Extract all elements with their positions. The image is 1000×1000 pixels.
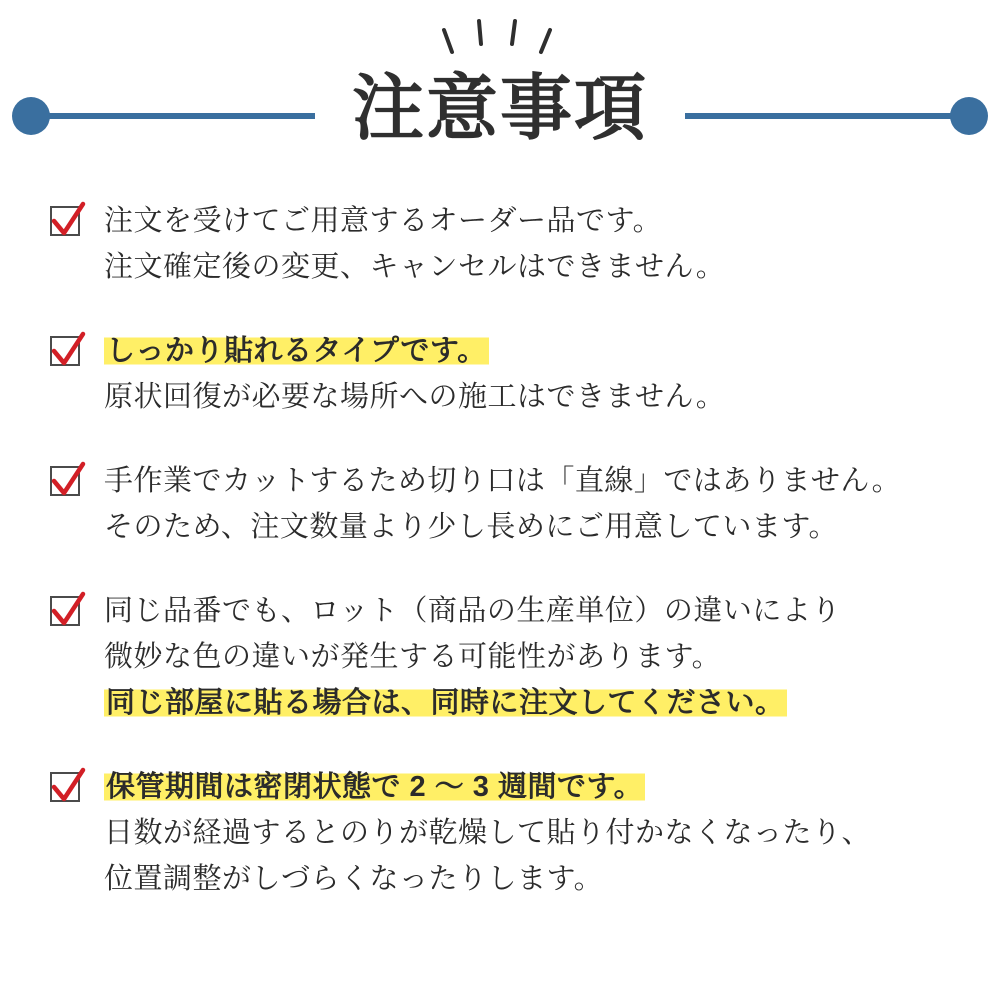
checkbox-check-icon bbox=[48, 768, 86, 806]
highlighted-text: 同じ部屋に貼る場合は、同時に注文してください。 bbox=[106, 687, 785, 719]
list-item bbox=[48, 328, 960, 420]
list-item bbox=[48, 198, 960, 290]
highlighted-text: しっかり貼れるタイプです。 bbox=[106, 335, 487, 367]
list-item-line: そのため、注文数量より少し長めにご用意しています。 bbox=[104, 511, 839, 543]
list-item-line bbox=[104, 764, 960, 810]
list-item-text bbox=[104, 458, 960, 550]
list-item-line: 微妙な色の違いが発生する可能性があります。 bbox=[104, 641, 722, 673]
list-item-text bbox=[104, 198, 960, 290]
checkbox-check-icon bbox=[48, 462, 86, 500]
list-item bbox=[48, 764, 960, 902]
header-rule-right bbox=[685, 113, 970, 119]
notice-list bbox=[0, 198, 1000, 902]
list-item-line: 原状回復が必要な場所への施工はできません。 bbox=[104, 381, 726, 413]
list-item-line: 注文確定後の変更、キャンセルはできません。 bbox=[104, 251, 726, 283]
highlighted-text: 保管期間は密閉状態で 2 〜 3 週間です。 bbox=[106, 771, 644, 803]
list-item-line: 位置調整がしづらくなったりします。 bbox=[104, 863, 604, 895]
page-header bbox=[0, 0, 1000, 170]
list-item-line: 注文を受けてご用意するオーダー品です。 bbox=[104, 205, 663, 237]
list-item bbox=[48, 458, 960, 550]
list-item-line: 手作業でカットするため切り口は「直線」ではありません。 bbox=[104, 465, 902, 497]
list-item bbox=[48, 588, 960, 726]
list-item-line bbox=[104, 328, 960, 374]
checkbox-check-icon bbox=[48, 202, 86, 240]
checkbox-check-icon bbox=[48, 332, 86, 370]
decorative-dot-right bbox=[950, 97, 988, 135]
list-item-text bbox=[104, 328, 960, 420]
sparkle-lines-icon bbox=[0, 18, 1000, 68]
list-item-text bbox=[104, 764, 960, 902]
list-item-text bbox=[104, 588, 960, 726]
page-title: 注意事項 bbox=[351, 69, 648, 149]
checkbox-check-icon bbox=[48, 592, 86, 630]
list-item-line: 同じ品番でも、ロット（商品の生産単位）の違いにより bbox=[104, 595, 841, 627]
list-item-line bbox=[104, 680, 960, 726]
list-item-line: 日数が経過するとのりが乾燥して貼り付かなくなったり、 bbox=[104, 817, 872, 849]
